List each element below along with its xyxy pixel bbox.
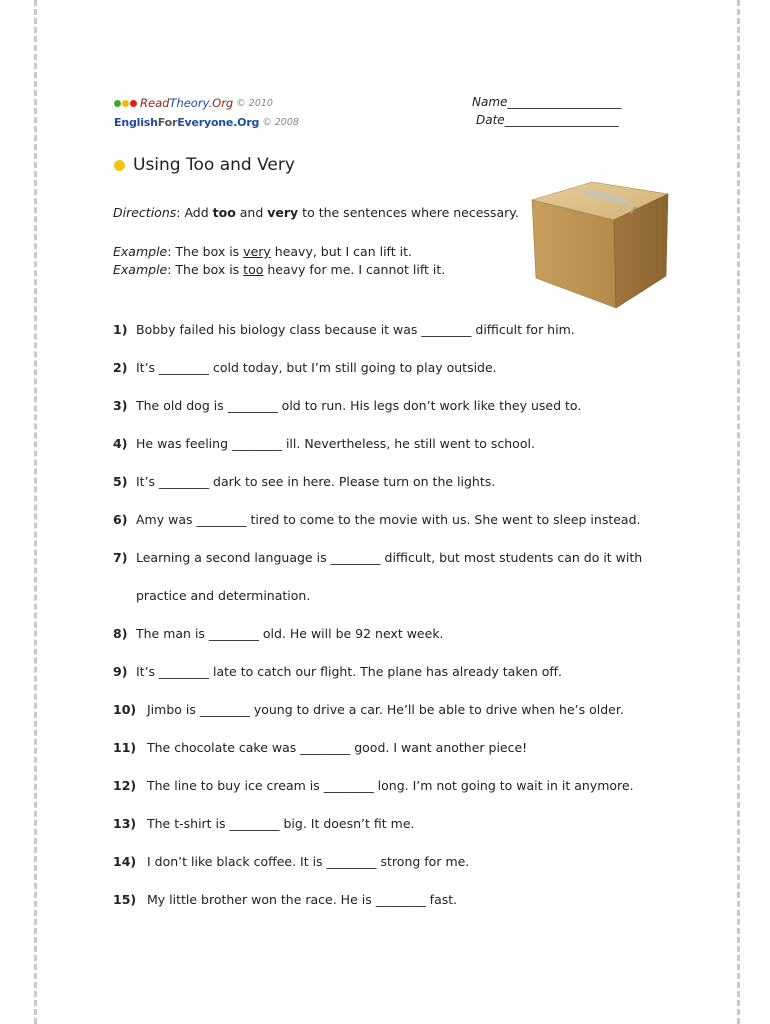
englishforeveryone-copyright: © 2008 [262, 116, 299, 128]
logo-dot-red [130, 100, 137, 107]
question-item: 14) I don’t like black coffee. It is ________ strong for me. [113, 854, 470, 869]
page-border-left [34, 0, 37, 1024]
question-item: 6) Amy was ________ tired to come to the movie with us. She went to sleep instead. [113, 512, 641, 527]
question-item: 10) Jimbo is ________ young to drive a car. He’ll be able to drive when he’s older. [113, 702, 624, 717]
question-item: 5) It’s ________ dark to see in here. Please turn on the lights. [113, 474, 496, 489]
title-bullet-icon [114, 160, 125, 171]
englishforeveryone-logo-text: EnglishForEveryone.Org [114, 115, 260, 129]
date-field: Date___________________ [476, 113, 619, 127]
example-line: Example: The box is too heavy for me. I cannot lift it. [113, 262, 446, 277]
readtheory-logo [114, 95, 299, 111]
question-item: 13) The t-shirt is ________ big. It doesn’t fit me. [113, 816, 415, 831]
question-item: 8) The man is ________ old. He will be 92 next week. [113, 626, 444, 641]
question-item: 11) The chocolate cake was ________ good. I want another piece! [113, 740, 528, 755]
cardboard-box-image [526, 178, 674, 310]
logo-dot-yellow [122, 100, 129, 107]
question-item: 1) Bobby failed his biology class because it was ________ difficult for him. [113, 322, 575, 337]
question-item-continuation: practice and determination. [136, 588, 311, 603]
logo-dot-green [114, 100, 121, 107]
page-border-right [737, 0, 740, 1024]
student-info [472, 95, 621, 131]
worksheet-title-text: Using Too and Very [133, 155, 295, 175]
name-field: Name___________________ [472, 95, 622, 109]
question-item: 12) The line to buy ice cream is ________ long. I’m not going to wait in it anymore. [113, 778, 634, 793]
logos [114, 95, 299, 130]
question-item: 7) Learning a second language is ________ difficult, but most students can do it with [113, 550, 643, 565]
example-line: Example: The box is very heavy, but I can lift it. [113, 244, 412, 259]
examples [113, 243, 445, 279]
question-item: 2) It’s ________ cold today, but I’m still going to play outside. [113, 360, 497, 375]
worksheet-title [114, 155, 295, 175]
question-item: 9) It’s ________ late to catch our flight. The plane has already taken off. [113, 664, 562, 679]
question-item: 4) He was feeling ________ ill. Nevertheless, he still went to school. [113, 436, 535, 451]
question-item: 15) My little brother won the race. He is ________ fast. [113, 892, 458, 907]
directions: Directions: Add too and very to the sentences where necessary. [113, 205, 519, 220]
englishforeveryone-logo [114, 114, 299, 130]
readtheory-logo-text: ReadTheory.Org [140, 96, 234, 110]
question-item: 3) The old dog is ________ old to run. His legs don’t work like they used to. [113, 398, 582, 413]
readtheory-copyright: © 2010 [236, 97, 273, 109]
